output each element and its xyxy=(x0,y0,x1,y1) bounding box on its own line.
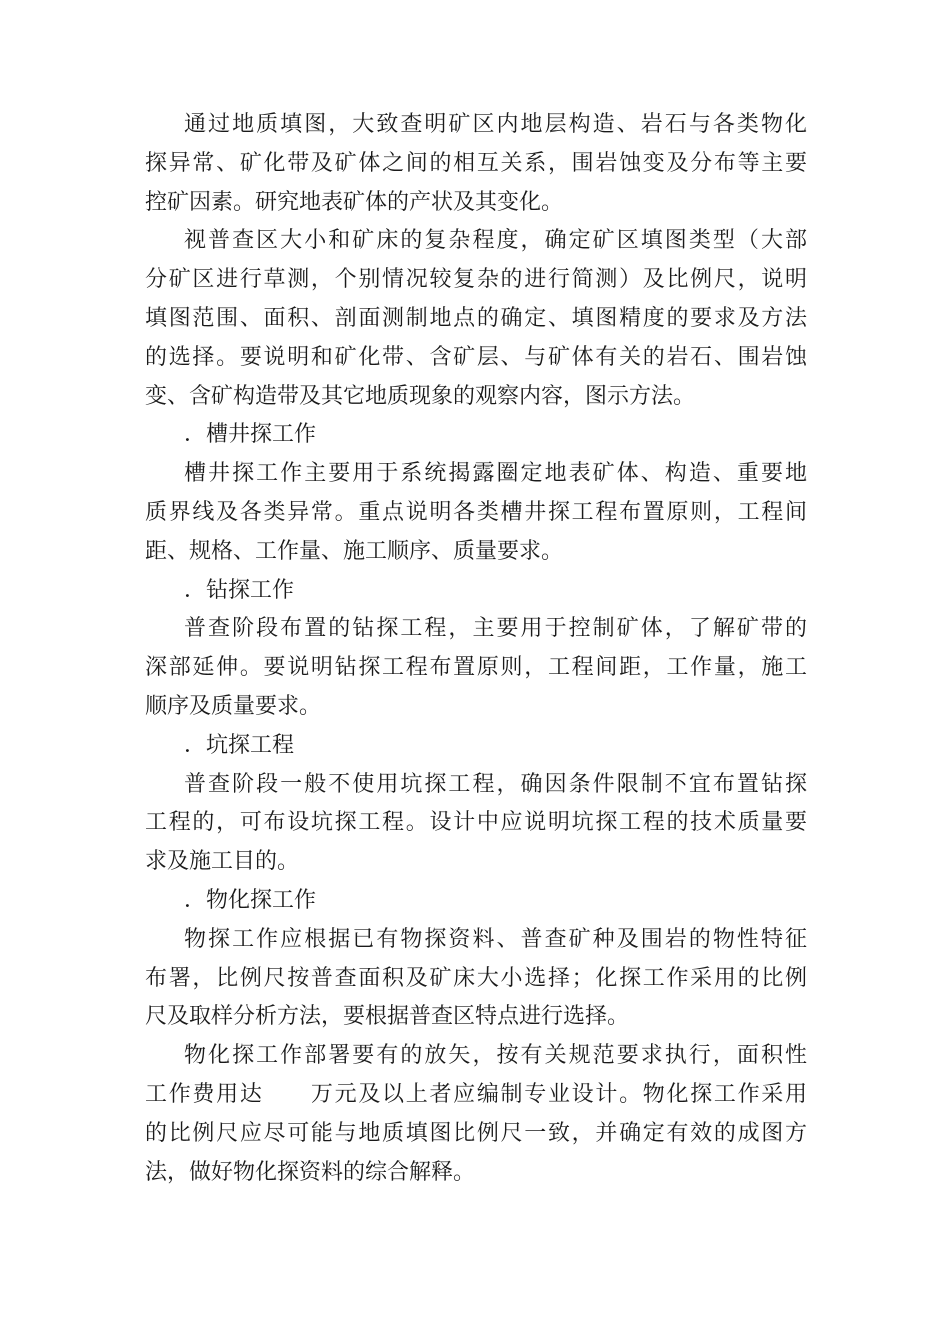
text-line: 布署，比例尺按普查面积及矿床大小选择；化探工作采用的比例 xyxy=(145,965,807,991)
text-line: 工程的，可布设坑探工程。设计中应说明坑探工程的技术质量要 xyxy=(145,810,807,836)
text-line: 距、规格、工作量、施工顺序、质量要求。 xyxy=(145,538,564,564)
text-line: 求及施工目的。 xyxy=(145,849,300,875)
text-line: 填图范围、面积、剖面测制地点的确定、填图精度的要求及方法 xyxy=(145,305,807,331)
text-line: 通过地质填图，大致查明矿区内地层构造、岩石与各类物化 xyxy=(184,112,807,137)
text-line: 质界线及各类异常。重点说明各类槽井探工程布置原则，工程间 xyxy=(145,499,807,525)
text-line: 工作费用达 万元及以上者应编制专业设计。物化探工作采用 xyxy=(145,1081,807,1107)
text-line: 视普查区大小和矿床的复杂程度，确定矿区填图类型（大部 xyxy=(184,228,807,254)
text-line: 尺及取样分析方法，要根据普查区特点进行选择。 xyxy=(145,1004,630,1030)
text-line: 分矿区进行草测，个别情况较复杂的进行简测）及比例尺，说明 xyxy=(145,267,807,293)
text-line: 控矿因素。研究地表矿体的产状及其变化。 xyxy=(145,189,564,215)
text-line: 槽井探工作主要用于系统揭露圈定地表矿体、构造、重要地 xyxy=(184,461,807,487)
section-heading: ．坑探工程 xyxy=(184,732,295,758)
text-line: 法，做好物化探资料的综合解释。 xyxy=(145,1159,476,1185)
section-heading: ．钻探工作 xyxy=(184,577,295,603)
document-page xyxy=(145,106,807,1192)
text-line: 物化探工作部署要有的放矢，按有关规范要求执行，面积性 xyxy=(184,1043,807,1069)
section-heading: ．物化探工作 xyxy=(184,887,317,913)
text-line: 的比例尺应尽可能与地质填图比例尺一致，并确定有效的成图方 xyxy=(145,1120,807,1146)
text-line: 探异常、矿化带及矿体之间的相互关系，围岩蚀变及分布等主要 xyxy=(145,150,807,176)
text-line: 物探工作应根据已有物探资料、普查矿种及围岩的物性特征 xyxy=(184,926,807,952)
text-line: 普查阶段布置的钻探工程，主要用于控制矿体，了解矿带的 xyxy=(184,616,807,642)
text-line: 普查阶段一般不使用坑探工程，确因条件限制不宜布置钻探 xyxy=(184,771,807,797)
text-line: 深部延伸。要说明钻探工程布置原则，工程间距，工作量，施工 xyxy=(145,655,807,681)
text-line: 的选择。要说明和矿化带、含矿层、与矿体有关的岩石、围岩蚀 xyxy=(145,344,807,370)
text-line: 顺序及质量要求。 xyxy=(145,693,322,719)
section-heading: ．槽井探工作 xyxy=(184,422,317,448)
text-line: 变、含矿构造带及其它地质现象的观察内容，图示方法。 xyxy=(145,383,696,409)
